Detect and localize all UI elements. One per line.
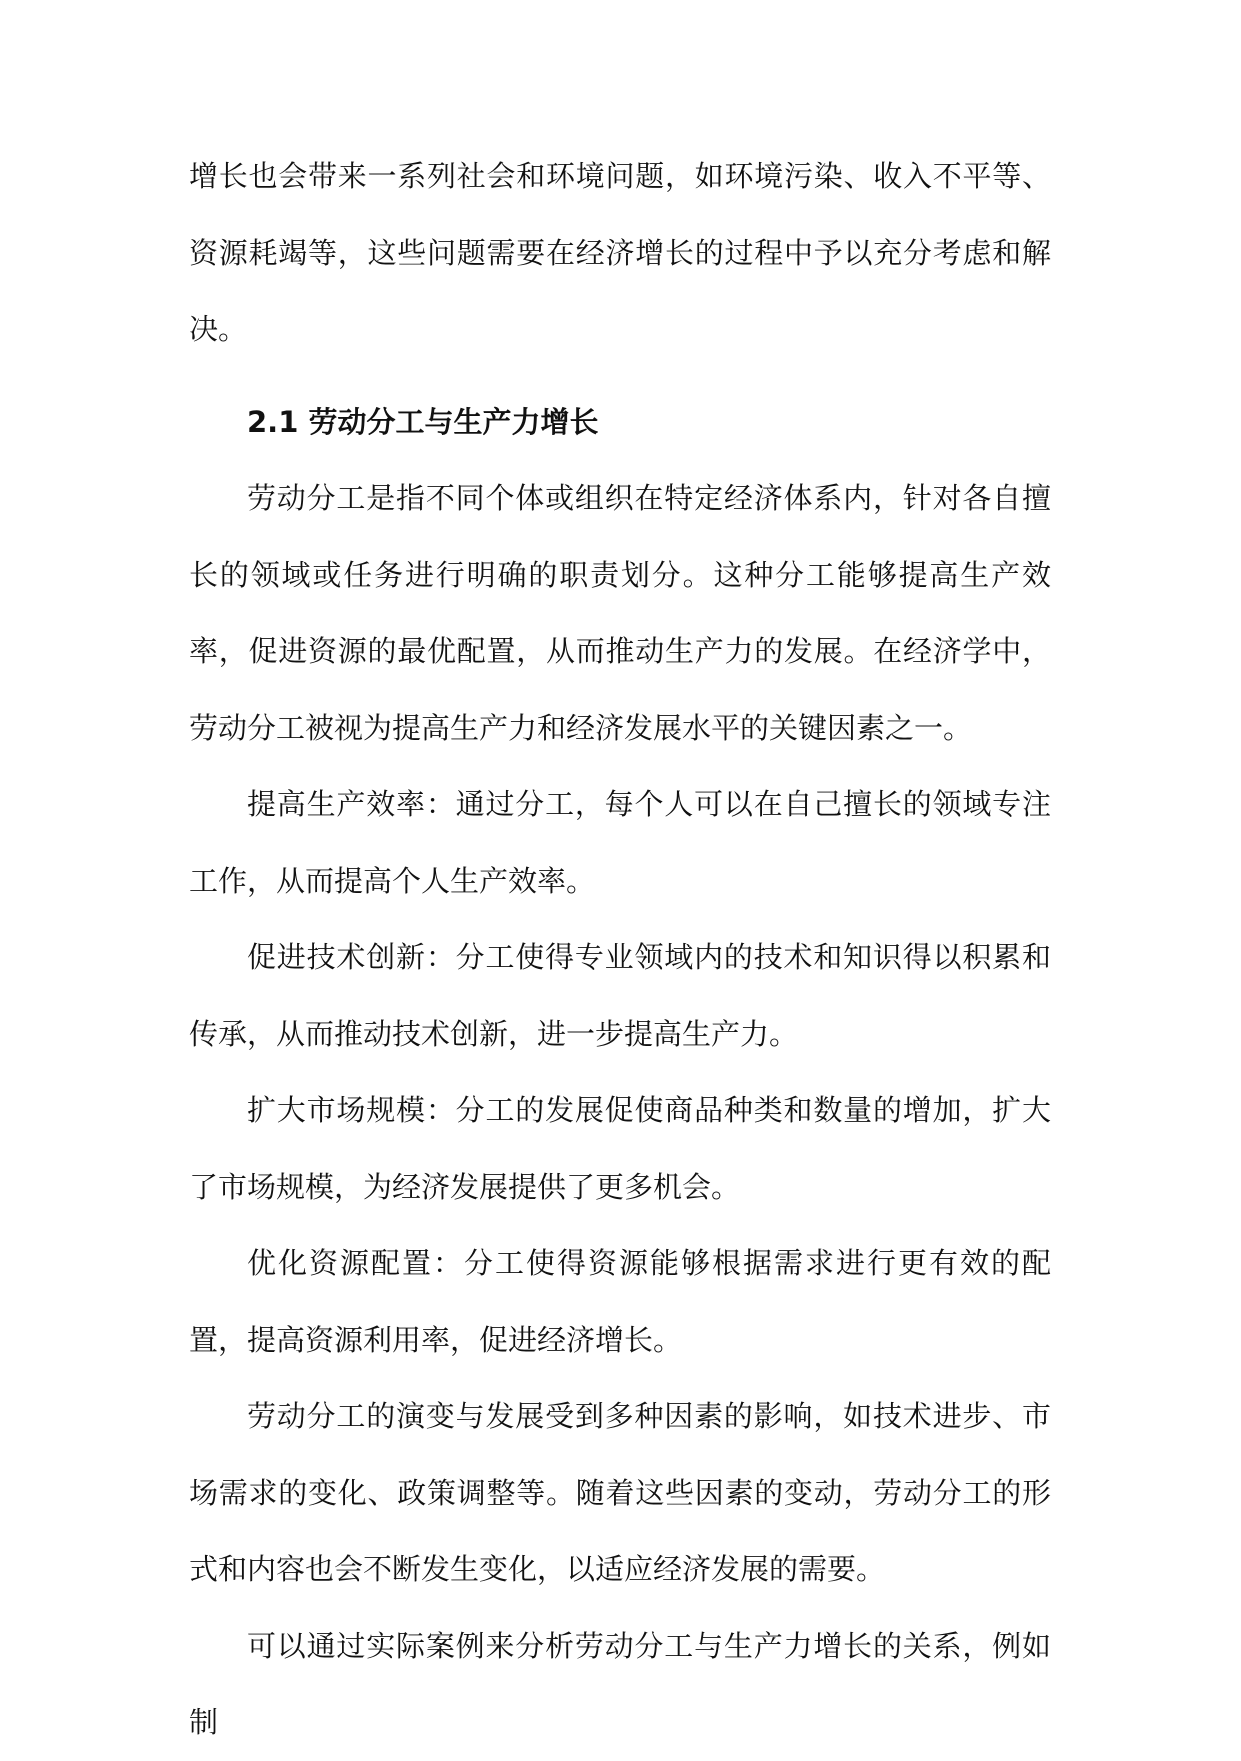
paragraph-resource-allocation: 优化资源配置：分工使得资源能够根据需求进行更有效的配置，提高资源利用率，促进经济增长。 xyxy=(189,1246,1051,1357)
paragraph-production-efficiency: 提高生产效率：通过分工，每个人可以在自己擅长的领域专注工作，从而提高个人生产效率。 xyxy=(189,787,1051,898)
paragraph-division-of-labor-definition: 劳动分工是指不同个体或组织在特定经济体系内，针对各自擅长的领域或任务进行明确的职责划分。这种分工能够提高生产效率，促进资源的最优配置，从而推动生产力的发展。在经济学中，劳动分工被视为提高生产力和经济发展水平的关键因素之一。 xyxy=(189,481,1051,745)
paragraph-evolution-factors: 劳动分工的演变与发展受到多种因素的影响，如技术进步、市场需求的变化、政策调整等。随着这些因素的变动，劳动分工的形式和内容也会不断发生变化，以适应经济发展的需要。 xyxy=(189,1399,1051,1586)
document-body xyxy=(189,138,1051,1761)
continued-paragraph: 增长也会带来一系列社会和环境问题，如环境污染、收入不平等、资源耗竭等，这些问题需要在经济增长的过程中予以充分考虑和解决。 xyxy=(189,159,1051,346)
section-heading: 2.1 劳动分工与生产力增长 xyxy=(247,404,599,439)
paragraph-market-scale: 扩大市场规模：分工的发展促使商品种类和数量的增加，扩大了市场规模，为经济发展提供了更多机会。 xyxy=(189,1093,1051,1204)
paragraph-technical-innovation: 促进技术创新：分工使得专业领域内的技术和知识得以积累和传承，从而推动技术创新，进一步提高生产力。 xyxy=(189,940,1051,1051)
paragraph-case-analysis: 可以通过实际案例来分析劳动分工与生产力增长的关系，例如制 xyxy=(189,1628,1051,1739)
